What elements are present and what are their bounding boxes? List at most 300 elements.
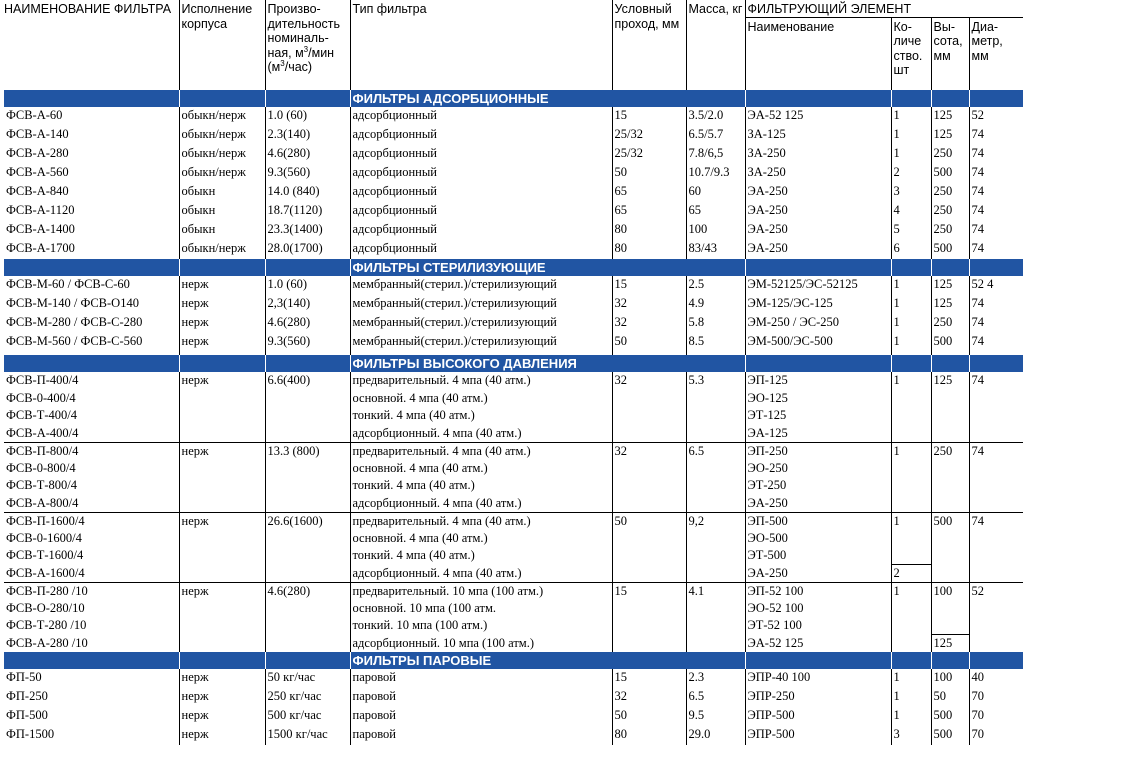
cell-element: ЭПР-250: [745, 688, 891, 707]
cell-name: ФСВ-П-280 /10: [4, 582, 179, 600]
cell-name: ФП-50: [6, 670, 42, 684]
header-element-diam: Диа-метр, мм: [969, 17, 1023, 90]
cell-capacity: 500 кг/час: [265, 707, 350, 726]
hp-row: [4, 390, 1023, 408]
steam-row: [4, 669, 1023, 688]
cell-bore: 32: [612, 314, 686, 333]
cell-name: ФСВ-0-800/4: [6, 460, 76, 475]
cell-capacity: 14.0 (840): [265, 183, 350, 202]
cell-height: 500: [931, 333, 969, 355]
cell-name: ФСВ-А-60: [6, 108, 63, 122]
cell-name: ФСВ-А-280: [6, 146, 69, 160]
cell-element: ЭА-250: [745, 565, 891, 583]
cell-mass: 7.8/6,5: [686, 145, 745, 164]
cell-mass: 5.3: [686, 372, 745, 442]
section-blank: [969, 652, 1023, 669]
section-title-high_pressure: ФИЛЬТРЫ ВЫСОКОГО ДАВЛЕНИЯ: [350, 355, 745, 372]
cell-height: 500: [931, 707, 969, 726]
section-blank: [745, 90, 891, 107]
hp-row: [4, 530, 1023, 548]
cell-type: паровой: [350, 669, 612, 688]
cell-type: адсорбционный: [350, 202, 612, 221]
cell-element: ЭТ-500: [745, 547, 891, 565]
cell-name: ФСВ-А-560: [6, 165, 69, 179]
cell-height: 125: [931, 126, 969, 145]
section-blank: [931, 90, 969, 107]
cell-bore: 32: [612, 372, 686, 442]
cell-element: ЭТ-125: [745, 407, 891, 425]
cell-mass: 10.7/9.3: [686, 164, 745, 183]
section-blank: [891, 355, 931, 372]
section-row-adsorption: [4, 90, 1023, 107]
cell-name: ФСВ-Т-280 /10: [6, 618, 87, 632]
adsorption-row: [4, 164, 1023, 183]
section-blank: [891, 259, 931, 276]
cell-element: ЭА-125: [745, 425, 891, 443]
cell-diam: 74: [969, 126, 1023, 145]
cell-housing: обыкн/нерж: [179, 145, 265, 164]
cell-diam: 74: [969, 240, 1023, 259]
cell-capacity: 1.0 (60): [265, 276, 350, 295]
cell-height: 125: [931, 372, 969, 442]
cell-type: основной. 10 мпа (100 атм.: [350, 600, 612, 618]
cell-name: ФСВ-М-280 / ФСВ-С-280: [6, 315, 143, 329]
cell-diam: 74: [969, 183, 1023, 202]
cell-housing: нерж: [179, 314, 265, 333]
hp-row: [4, 425, 1023, 443]
cell-mass: 6.5: [686, 442, 745, 512]
hp-row: [4, 495, 1023, 513]
cell-diam: 74: [969, 512, 1023, 582]
header-name: НАИМЕНОВАНИЕ ФИЛЬТРА: [4, 2, 172, 16]
cell-element: ЭМ-125/ЭС-125: [745, 295, 891, 314]
section-blank: [969, 355, 1023, 372]
cell-mass: 65: [686, 202, 745, 221]
cell-type: основной. 4 мпа (40 атм.): [350, 530, 612, 548]
cell-capacity: 23.3(1400): [265, 221, 350, 240]
cell-element: ЭО-500: [745, 530, 891, 548]
steam-row: [4, 726, 1023, 745]
cell-bore: 15: [612, 669, 686, 688]
cell-type: предварительный. 4 мпа (40 атм.): [350, 512, 612, 530]
cell-qty: 1: [891, 442, 931, 512]
cell-qty: 1: [891, 107, 931, 126]
cell-diam: 52 4: [969, 276, 1023, 295]
cell-height: 250: [931, 314, 969, 333]
cell-element: ЭПР-40 100: [745, 669, 891, 688]
cell-height-extra: 125: [931, 635, 969, 653]
cell-type: адсорбционный. 4 мпа (40 атм.): [350, 495, 612, 513]
cell-type: адсорбционный: [350, 107, 612, 126]
cell-capacity: 1500 кг/час: [265, 726, 350, 745]
cell-name: ФП-250: [6, 689, 48, 703]
hp-row: [4, 512, 1023, 530]
cell-mass: 6.5/5.7: [686, 126, 745, 145]
cell-housing: нерж: [179, 512, 265, 582]
cell-diam: 74: [969, 145, 1023, 164]
cell-qty: 1: [891, 145, 931, 164]
cell-element: ЭМ-250 / ЭС-250: [745, 314, 891, 333]
cell-diam: 40: [969, 669, 1023, 688]
cell-bore: 80: [612, 726, 686, 745]
cell-capacity: 250 кг/час: [265, 688, 350, 707]
cell-type: основной. 4 мпа (40 атм.): [350, 390, 612, 408]
cell-height: 500: [931, 240, 969, 259]
cell-type: адсорбционный. 4 мпа (40 атм.): [350, 565, 612, 583]
cell-height: 125: [931, 295, 969, 314]
cell-qty: 1: [891, 688, 931, 707]
cell-housing: обыкн/нерж: [179, 164, 265, 183]
header-row: [4, 0, 1023, 17]
header-mass: Масса, кг: [686, 0, 745, 90]
section-blank: [265, 652, 350, 669]
section-blank: [265, 259, 350, 276]
cell-qty: 5: [891, 221, 931, 240]
hp-row: [4, 582, 1023, 600]
cell-name: ФСВ-Т-800/4: [6, 478, 77, 492]
cell-type: адсорбционный. 4 мпа (40 атм.): [350, 425, 612, 443]
cell-name: ФСВ-П-800/4: [4, 442, 179, 460]
section-blank: [969, 90, 1023, 107]
cell-housing: нерж: [179, 726, 265, 745]
cell-element: ЭА-250: [745, 202, 891, 221]
cell-type: предварительный. 4 мпа (40 атм.): [350, 442, 612, 460]
cell-mass: 4.1: [686, 582, 745, 652]
hp-row: [4, 547, 1023, 565]
cell-name: ФСВ-А-1700: [6, 241, 75, 255]
cell-type: паровой: [350, 707, 612, 726]
cell-name: ФСВ-М-140 / ФСВ-О140: [6, 296, 139, 310]
section-blank: [891, 90, 931, 107]
cell-housing: нерж: [179, 442, 265, 512]
cell-capacity: 13.3 (800): [265, 442, 350, 512]
hp-row: [4, 600, 1023, 618]
cell-type: тонкий. 4 мпа (40 атм.): [350, 547, 612, 565]
cell-type: основной. 4 мпа (40 атм.): [350, 460, 612, 478]
cell-qty: 1: [891, 314, 931, 333]
hp-row: [4, 460, 1023, 478]
cell-housing: нерж: [179, 333, 265, 355]
cell-height: 500: [931, 726, 969, 745]
cell-name: ФП-1500: [6, 727, 55, 741]
header-element-name: Наименование: [745, 17, 891, 90]
cell-element: ЭПР-500: [745, 707, 891, 726]
cell-diam: 70: [969, 707, 1023, 726]
cell-diam: 74: [969, 295, 1023, 314]
hp-row: [4, 635, 1023, 653]
cell-qty: 1: [891, 582, 931, 652]
cell-type: мембранный(стерил.)/стерилизующий: [350, 333, 612, 355]
cell-capacity: 4.6(280): [265, 582, 350, 652]
cell-element: ЭО-250: [745, 460, 891, 478]
cell-bore: 15: [612, 582, 686, 652]
header-type: Тип фильтра: [350, 0, 612, 90]
cell-qty: 1: [891, 126, 931, 145]
cell-element: ЗА-125: [745, 126, 891, 145]
cell-element: ЭА-52 125: [745, 635, 891, 653]
cell-mass: 2.3: [686, 669, 745, 688]
cell-height: 250: [931, 183, 969, 202]
cell-element: ЭМ-52125/ЭС-52125: [745, 276, 891, 295]
cell-bore: 50: [612, 707, 686, 726]
cell-housing: нерж: [179, 669, 265, 688]
cell-diam: 70: [969, 726, 1023, 745]
hp-row: [4, 617, 1023, 635]
hp-row: [4, 442, 1023, 460]
cell-qty: 1: [891, 669, 931, 688]
cell-height: 250: [931, 221, 969, 240]
cell-element: ЭА-250: [745, 221, 891, 240]
header-element-group: ФИЛЬТРУЮЩИЙ ЭЛЕМЕНТ: [745, 0, 1023, 17]
cell-diam: 74: [969, 314, 1023, 333]
section-row-sterilizing: [4, 259, 1023, 276]
section-blank: [179, 90, 265, 107]
cell-mass: 83/43: [686, 240, 745, 259]
cell-element: ЭМ-500/ЭС-500: [745, 333, 891, 355]
steam-row: [4, 688, 1023, 707]
cell-bore: 15: [612, 107, 686, 126]
cell-diam: 74: [969, 221, 1023, 240]
cell-diam: 74: [969, 202, 1023, 221]
cell-element: ЭА-52 125: [745, 107, 891, 126]
cell-type: мембранный(стерил.)/стерилизующий: [350, 276, 612, 295]
hp-row: [4, 407, 1023, 425]
cell-name: ФСВ-П-1600/4: [4, 512, 179, 530]
cell-name: ФСВ-А-1120: [6, 203, 75, 217]
cell-mass: 2.5: [686, 276, 745, 295]
cell-name: ФСВ-А-800/4: [6, 495, 79, 510]
adsorption-row: [4, 202, 1023, 221]
section-blank: [745, 355, 891, 372]
cell-height: 500: [931, 512, 969, 582]
cell-type: адсорбционный. 10 мпа (100 атм.): [350, 635, 612, 653]
cell-element: ЭО-52 100: [745, 600, 891, 618]
cell-name: ФСВ-О-280/10: [6, 600, 85, 615]
cell-bore: 50: [612, 512, 686, 582]
section-blank: [265, 355, 350, 372]
cell-housing: обыкн/нерж: [179, 107, 265, 126]
cell-qty: 4: [891, 202, 931, 221]
cell-element: ЗА-250: [745, 164, 891, 183]
cell-qty: 1: [891, 707, 931, 726]
cell-capacity: 9.3(560): [265, 333, 350, 355]
cell-name: ФСВ-А-400/4: [6, 425, 79, 440]
cell-qty: 1: [891, 333, 931, 355]
cell-diam: 74: [969, 442, 1023, 512]
cell-housing: обыкн: [179, 202, 265, 221]
cell-element: ЭО-125: [745, 390, 891, 408]
cell-housing: нерж: [179, 295, 265, 314]
adsorption-row: [4, 221, 1023, 240]
cell-element: ЭТ-52 100: [745, 617, 891, 635]
cell-bore: 32: [612, 442, 686, 512]
cell-qty: 6: [891, 240, 931, 259]
cell-capacity: 2,3(140): [265, 295, 350, 314]
cell-housing: обыкн: [179, 183, 265, 202]
cell-type: тонкий. 4 мпа (40 атм.): [350, 477, 612, 495]
cell-capacity: 18.7(1120): [265, 202, 350, 221]
adsorption-row: [4, 183, 1023, 202]
cell-diam: 74: [969, 164, 1023, 183]
cell-housing: нерж: [179, 372, 265, 442]
cell-diam: 52: [969, 582, 1023, 652]
cell-type: тонкий. 4 мпа (40 атм.): [350, 407, 612, 425]
cell-mass: 9,2: [686, 512, 745, 582]
cell-capacity: 9.3(560): [265, 164, 350, 183]
header-capacity: Произво-дительность номиналь-ная, $м^3$/мин $(м^3/час)$: [265, 0, 350, 90]
cell-type: адсорбционный: [350, 183, 612, 202]
cell-name: ФСВ-А-1400: [6, 222, 75, 236]
cell-element: ЭП-125: [745, 372, 891, 390]
cell-mass: 100: [686, 221, 745, 240]
cell-name: ФП-500: [6, 708, 48, 722]
section-blank: [179, 652, 265, 669]
section-row-steam: [4, 652, 1023, 669]
cell-name: ФСВ-П-400/4: [6, 373, 79, 387]
section-title-sterilizing: ФИЛЬТРЫ СТЕРИЛИЗУЮЩИЕ: [350, 259, 745, 276]
cell-qty: 2: [891, 164, 931, 183]
cell-qty: 1: [891, 372, 931, 442]
header-housing: Исполнение корпуса: [179, 0, 265, 90]
cell-qty: 1: [891, 512, 931, 565]
cell-diam: 74: [969, 333, 1023, 355]
cell-type: адсорбционный: [350, 145, 612, 164]
cell-bore: 65: [612, 202, 686, 221]
cell-element: ЭП-52 100: [745, 582, 891, 600]
cell-type: адсорбционный: [350, 240, 612, 259]
cell-mass: 8.5: [686, 333, 745, 355]
adsorption-row: [4, 240, 1023, 259]
cell-capacity: 50 кг/час: [265, 669, 350, 688]
cell-height: 250: [931, 442, 969, 512]
cell-diam: 52: [969, 107, 1023, 126]
cell-type: мембранный(стерил.)/стерилизующий: [350, 314, 612, 333]
cell-bore: 80: [612, 221, 686, 240]
cell-element: ЭП-500: [745, 512, 891, 530]
steam-row: [4, 707, 1023, 726]
section-blank: [4, 652, 179, 669]
cell-bore: 25/32: [612, 126, 686, 145]
cell-bore: 32: [612, 295, 686, 314]
cell-name: ФСВ-0-400/4: [6, 390, 76, 405]
cell-type: предварительный. 4 мпа (40 атм.): [350, 372, 612, 390]
cell-qty: 1: [891, 276, 931, 295]
cell-name: ФСВ-А-840: [6, 184, 69, 198]
cell-mass: 3.5/2.0: [686, 107, 745, 126]
cell-element: ЭП-250: [745, 442, 891, 460]
adsorption-row: [4, 107, 1023, 126]
cell-capacity: 26.6(1600): [265, 512, 350, 582]
cell-type: адсорбционный: [350, 221, 612, 240]
cell-element: ЭТ-250: [745, 477, 891, 495]
cell-capacity: 6.6(400): [265, 372, 350, 442]
header-bore: Условный проход, мм: [612, 0, 686, 90]
hp-row: [4, 372, 1023, 390]
cell-type: адсорбционный: [350, 126, 612, 145]
cell-name: ФСВ-Т-1600/4: [6, 548, 84, 562]
cell-height: 250: [931, 145, 969, 164]
cell-name: ФСВ-0-1600/4: [6, 530, 82, 545]
cell-bore: 65: [612, 183, 686, 202]
cell-name: ФСВ-А-1600/4: [6, 565, 85, 580]
section-blank: [891, 652, 931, 669]
adsorption-row: [4, 145, 1023, 164]
cell-name: ФСВ-А-140: [6, 127, 69, 141]
section-blank: [4, 355, 179, 372]
section-blank: [265, 90, 350, 107]
sterile-row: [4, 276, 1023, 295]
section-blank: [969, 259, 1023, 276]
cell-bore: 80: [612, 240, 686, 259]
cell-height: 250: [931, 202, 969, 221]
section-blank: [931, 355, 969, 372]
cell-height: 125: [931, 107, 969, 126]
filters-table: [4, 0, 1023, 745]
cell-name: ФСВ-Т-400/4: [6, 408, 77, 422]
cell-housing: нерж: [179, 707, 265, 726]
cell-capacity: 4.6(280): [265, 314, 350, 333]
cell-diam: 70: [969, 688, 1023, 707]
cell-height: 100: [931, 669, 969, 688]
cell-mass: 60: [686, 183, 745, 202]
cell-name: ФСВ-М-60 / ФСВ-С-60: [6, 277, 130, 291]
cell-capacity: 2.3(140): [265, 126, 350, 145]
cell-mass: 9.5: [686, 707, 745, 726]
sterile-row: [4, 314, 1023, 333]
section-blank: [745, 652, 891, 669]
header-element-height: Вы-сота, мм: [931, 17, 969, 90]
cell-capacity: 1.0 (60): [265, 107, 350, 126]
cell-name: ФСВ-А-280 /10: [6, 635, 88, 650]
cell-type: адсорбционный: [350, 164, 612, 183]
adsorption-row: [4, 126, 1023, 145]
cell-qty-extra: 2: [891, 565, 931, 583]
header-element-qty: Ко-личе ство. шт: [891, 17, 931, 90]
section-blank: [179, 259, 265, 276]
cell-qty: 3: [891, 726, 931, 745]
section-title-adsorption: ФИЛЬТРЫ АДСОРБЦИОННЫЕ: [350, 90, 745, 107]
cell-height: 125: [931, 276, 969, 295]
cell-height: 500: [931, 164, 969, 183]
cell-housing: обыкн/нерж: [179, 240, 265, 259]
section-blank: [745, 259, 891, 276]
cell-capacity: 28.0(1700): [265, 240, 350, 259]
sterile-row: [4, 333, 1023, 355]
cell-type: мембранный(стерил.)/стерилизующий: [350, 295, 612, 314]
section-blank: [4, 259, 179, 276]
cell-mass: 6.5: [686, 688, 745, 707]
section-blank: [4, 90, 179, 107]
cell-element: ЭА-250: [745, 240, 891, 259]
cell-qty: 1: [891, 295, 931, 314]
cell-bore: 50: [612, 164, 686, 183]
cell-mass: 5.8: [686, 314, 745, 333]
cell-housing: обыкн: [179, 221, 265, 240]
hp-row: [4, 477, 1023, 495]
cell-element: ЭПР-500: [745, 726, 891, 745]
section-blank: [931, 259, 969, 276]
cell-type: паровой: [350, 726, 612, 745]
cell-type: паровой: [350, 688, 612, 707]
cell-diam: 74: [969, 372, 1023, 442]
cell-bore: 25/32: [612, 145, 686, 164]
cell-housing: нерж: [179, 276, 265, 295]
cell-housing: нерж: [179, 688, 265, 707]
cell-element: ЭА-250: [745, 183, 891, 202]
section-blank: [931, 652, 969, 669]
hp-row: [4, 565, 1023, 583]
cell-housing: нерж: [179, 582, 265, 652]
